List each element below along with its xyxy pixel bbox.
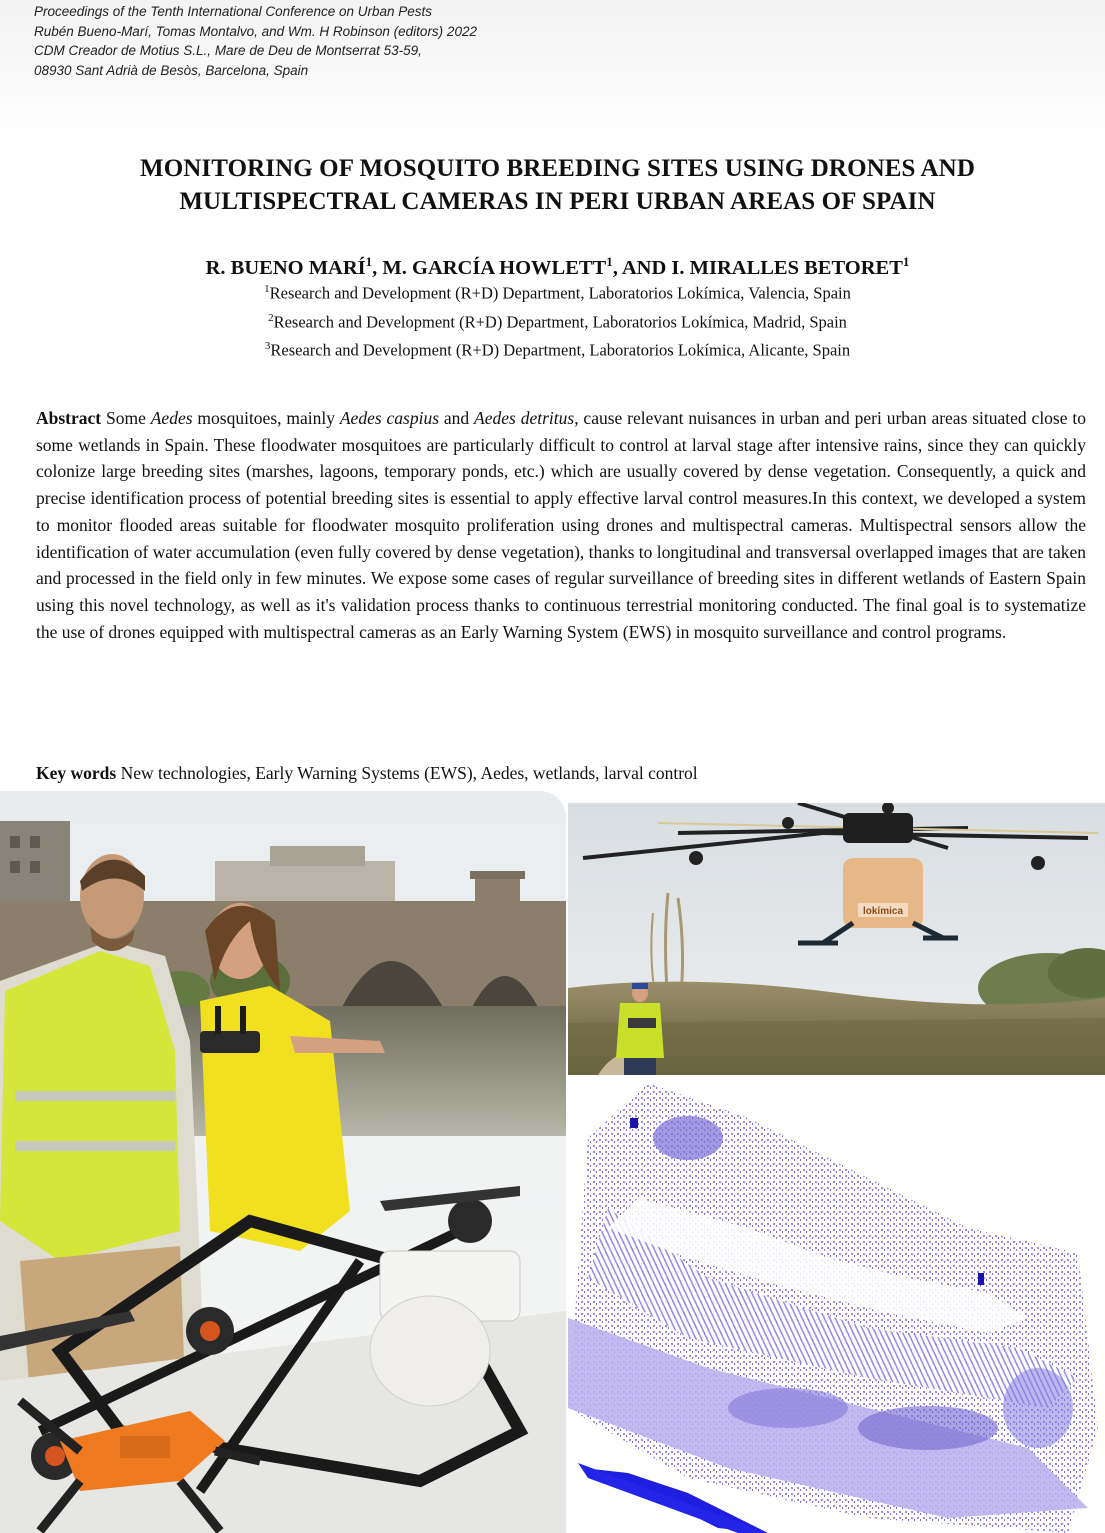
paper-title <box>40 152 1075 218</box>
proceedings-line: CDM Creador de Motius S.L., Mare de Deu de Montserrat 53-59, <box>34 43 422 58</box>
affiliation-line <box>40 306 1075 335</box>
title-line: MONITORING OF MOSQUITO BREEDING SITES USING DRONES AND <box>140 155 975 182</box>
author-affiliation-mark: 1 <box>606 254 613 269</box>
affiliation-line <box>40 277 1075 306</box>
abstract-text: and <box>439 408 475 428</box>
affiliation-number: 2 <box>268 311 274 324</box>
abstract-text: mosquitoes, mainly <box>192 408 340 428</box>
author-separator: , AND <box>612 256 672 279</box>
abstract-text: , cause relevant nuisances in urban and peri urban areas situated close to some wetlands in Spain. These floodwater mosquitoes are particularly difficult to control at larval stage after intensive rains, since they can quickly colonize large breeding sites (marshes, lagoons, temporary ponds, etc.) which are usually covered by dense vegetation. Consequently, a quick and precise identification process of potential breeding sites is essential to apply effective larval control measures.In this context, we developed a system to monitor flooded areas suitable for floodwater mosquito proliferation using drones and multispectral cameras. Multispectral sensors allow the identification of water accumulation (even fully covered by dense vegetation), thanks to longitudinal and transversal overlapped images that are taken and processed in the field only in few minutes. We expose some cases of regular surveillance of breeding sites in different wetlands of Eastern Spain using this novel technology, as well as it's validation process thanks to continuous terrestrial monitoring conducted. The final goal is to systematize the use of drones equipped with multispectral cameras as an Early Warning System (EWS) in mosquito surveillance and control programs. <box>36 408 1086 642</box>
author-name: M. GARCÍA HOWLETT <box>382 256 607 279</box>
drone-brand-label: lokímica <box>862 906 904 917</box>
abstract-text: Some <box>101 408 151 428</box>
researchers-photo-illustration <box>0 791 566 1533</box>
title-line: MULTISPECTRAL CAMERAS IN PERI URBAN AREAS OF SPAIN <box>179 188 936 215</box>
affiliation-text: Research and Development (R+D) Department, Laboratorios Lokímica, Madrid, Spain <box>273 312 847 331</box>
author-separator: , <box>372 256 383 279</box>
abstract <box>36 405 1086 645</box>
abstract-label: Abstract <box>36 408 102 428</box>
affiliation-number: 1 <box>264 283 270 295</box>
species-name: Aedes detritus <box>474 408 575 428</box>
proceedings-line: Proceedings of the Tenth International Conference on Urban Pests <box>34 4 433 19</box>
proceedings-line: 08930 Sant Adrià de Besòs, Barcelona, Spain <box>34 62 309 78</box>
species-name: Aedes <box>150 408 193 428</box>
author-list <box>40 254 1075 280</box>
affiliations <box>40 277 1075 363</box>
author-affiliation-mark: 1 <box>365 254 373 269</box>
proceedings-line: Rubén Bueno-Marí, Tomas Montalvo, and Wm. H Robinson (editors) 2022 <box>34 23 477 39</box>
affiliation-number: 3 <box>264 340 271 352</box>
affiliation-line <box>40 334 1075 363</box>
proceedings-header <box>34 2 477 80</box>
author-name: R. BUENO MARÍ <box>205 256 366 279</box>
multispectral-map-illustration <box>568 1078 1105 1533</box>
drone-photo-illustration <box>568 803 1105 1075</box>
affiliation-text: Research and Development (R+D) Department, Laboratorios Lokímica, Valencia, Spain <box>269 283 851 303</box>
photo-researchers-with-drones <box>0 791 566 1533</box>
author-name: I. MIRALLES BETORET <box>671 256 903 279</box>
keywords <box>36 763 698 784</box>
photo-spraying-drone-field <box>568 803 1105 1075</box>
keywords-text: New technologies, Early Warning Systems (EWS), Aedes, wetlands, larval control <box>116 763 698 783</box>
species-name: Aedes caspius <box>339 408 440 428</box>
author-affiliation-mark: 1 <box>902 254 910 269</box>
affiliation-text: Research and Development (R+D) Department, Laboratorios Lokímica, Alicante, Spain <box>270 340 851 360</box>
multispectral-map <box>568 1078 1105 1533</box>
keywords-label: Key words <box>36 763 117 783</box>
